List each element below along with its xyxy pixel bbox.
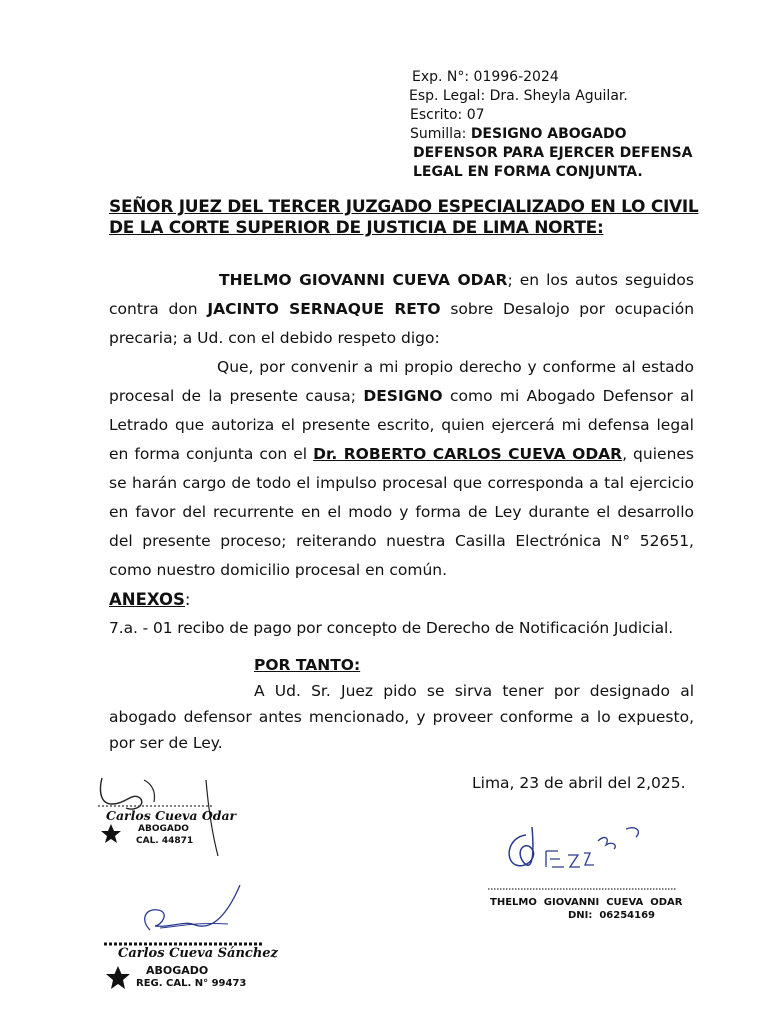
anexos-item: 7.a. - 01 recibo de pago por concepto de Derecho de Notificación Judicial. bbox=[109, 619, 674, 637]
addressee-line-2: DE LA CORTE SUPERIOR DE JUSTICIA DE LIMA NORTE: bbox=[109, 218, 604, 238]
lawyer-name: Dr. ROBERTO CARLOS CUEVA ODAR bbox=[313, 445, 623, 463]
case-header bbox=[409, 68, 693, 182]
star-emblem-icon-2 bbox=[106, 966, 130, 989]
intro-paragraph bbox=[109, 266, 694, 353]
stamp-1-role: ABOGADO bbox=[138, 824, 189, 834]
sumilla-line-2: DEFENSOR PARA EJERCER DEFENSA bbox=[413, 145, 693, 161]
por-tanto-text: A Ud. Sr. Juez pido se sirva tener por designado al abogado defensor antes mencionado, y proveer conforme a lo expuesto, por ser de Ley. bbox=[109, 682, 694, 752]
client-signature-dni: DNI: 06254169 bbox=[568, 910, 656, 921]
designation-text-2: como mi Abogado Defensor al Letrado que autoriza el presente escrito, quien ejercerá mi defensa legal en forma conjunta con el bbox=[109, 387, 694, 463]
anexos-title: ANEXOS bbox=[109, 590, 185, 609]
anexos-heading bbox=[109, 585, 694, 614]
sumilla bbox=[409, 125, 693, 144]
stamp-1-reg: CAL. 44871 bbox=[136, 836, 194, 846]
lawyer-stamp-1 bbox=[96, 774, 237, 864]
designation-paragraph bbox=[109, 353, 694, 585]
designation-text-1: Que, por convenir a mi propio derecho y conforme al estado procesal de la presente causa; bbox=[109, 358, 694, 405]
addressee bbox=[109, 197, 709, 239]
addressee-line-1: SEÑOR JUEZ DEL TERCER JUZGADO ESPECIALIZADO EN LO CIVIL bbox=[109, 197, 699, 217]
por-tanto-title: POR TANTO: bbox=[254, 656, 361, 674]
sumilla-line-3: LEGAL EN FORMA CONJUNTA. bbox=[413, 164, 643, 180]
intro-text-2: sobre Desalojo por ocupación precaria; a Ud. con el debido respeto digo: bbox=[109, 300, 695, 347]
designation-text-3: , quienes se harán cargo de todo el impulso procesal que corresponda a tal ejercicio en favor del recurrente en el modo y forma de Ley durante el desarrollo del presente proceso; reiterando nuestra Casilla Electrónica N° 52651, como nuestro domicilio procesal en común. bbox=[109, 445, 695, 579]
lawyer-stamp-2 bbox=[100, 880, 278, 995]
document-date: Lima, 23 de abril del 2,025. bbox=[472, 774, 686, 792]
anexos-colon: : bbox=[184, 590, 191, 609]
stamp-2-name: Carlos Cueva Sánchez bbox=[118, 946, 278, 961]
client-signature-scribble bbox=[486, 815, 686, 895]
stamp-2-role: ABOGADO bbox=[146, 964, 209, 977]
document-body bbox=[109, 266, 694, 756]
petitioner-name: THELMO GIOVANNI CUEVA ODAR bbox=[219, 271, 508, 289]
por-tanto-heading bbox=[109, 653, 694, 678]
sumilla-label: Sumilla: bbox=[410, 126, 471, 142]
client-signature-name: THELMO GIOVANNI CUEVA ODAR bbox=[490, 897, 683, 908]
sumilla-line-1: DESIGNO ABOGADO bbox=[470, 126, 627, 142]
designo-keyword: DESIGNO bbox=[363, 387, 443, 405]
client-signature bbox=[486, 815, 686, 925]
stamp-1-name: Carlos Cueva Odar bbox=[106, 808, 237, 823]
stamp-2-reg: REG. CAL. N° 99473 bbox=[136, 978, 247, 989]
star-emblem-icon bbox=[101, 824, 121, 843]
defendant-name: JACINTO SERNAQUE RETO bbox=[207, 300, 441, 318]
escrito-number: Escrito: 07 bbox=[410, 107, 485, 123]
especialista-legal: Esp. Legal: Dra. Sheyla Aguilar. bbox=[409, 88, 628, 104]
intro-text-1: ; en los autos seguidos contra don bbox=[109, 271, 694, 318]
expediente-number: Exp. N°: 01996-2024 bbox=[412, 69, 559, 85]
